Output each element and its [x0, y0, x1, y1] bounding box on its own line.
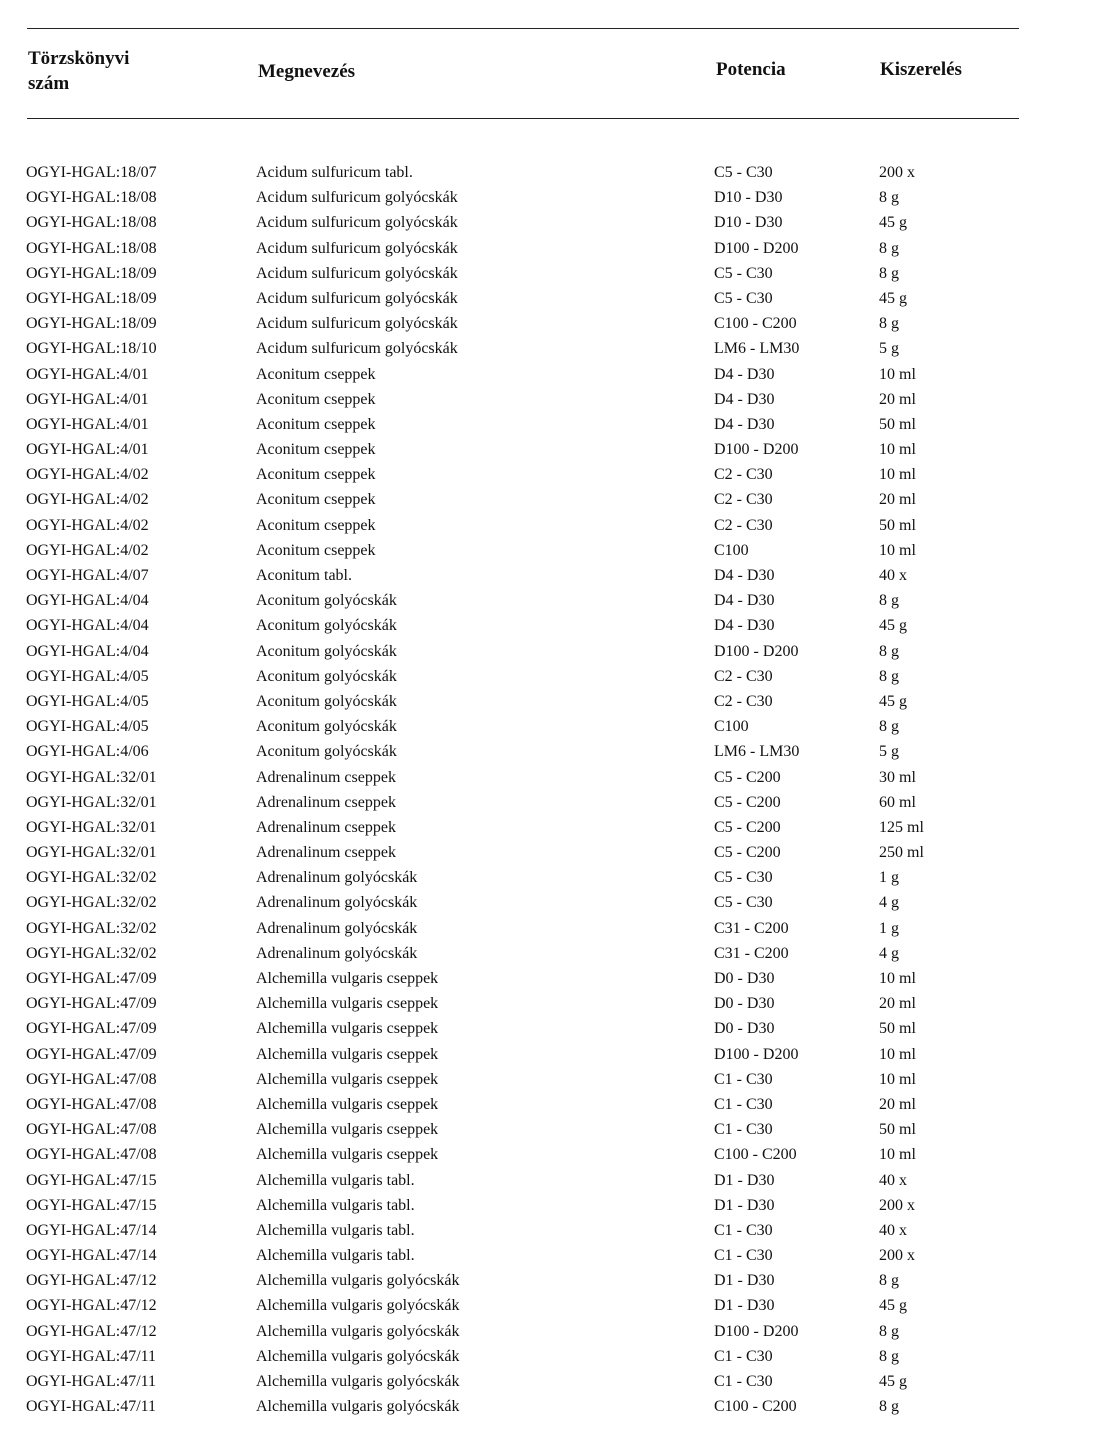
product-name-cell: Aconitum cseppek: [256, 390, 376, 408]
registration-number-cell: OGYI-HGAL:4/05: [26, 667, 149, 685]
product-name-cell: Acidum sulfuricum tabl.: [256, 164, 413, 181]
product-name-cell: Alchemilla vulgaris cseppek: [256, 1095, 439, 1113]
product-name-cell: Aconitum golyócskák: [256, 592, 397, 610]
packaging-cell: 8 g: [879, 239, 899, 257]
packaging-cell: 10 ml: [879, 441, 916, 459]
packaging-cell: 4 g: [879, 894, 899, 912]
packaging-cell: 50 ml: [879, 1020, 916, 1038]
product-name-cell: Aconitum golyócskák: [256, 617, 397, 635]
registration-number-cell: OGYI-HGAL:18/07: [26, 164, 157, 181]
table-row: [0, 1168, 1100, 1193]
column-header-registration-line2: szám: [28, 73, 70, 94]
potency-cell: C2 - C30: [714, 466, 773, 484]
potency-cell: C5 - C30: [714, 289, 773, 307]
column-header-packaging: Kiszerelés: [880, 59, 962, 80]
table-row: [0, 1369, 1100, 1394]
registration-number-cell: OGYI-HGAL:47/09: [26, 970, 157, 987]
table-row: [0, 815, 1100, 840]
table-row: [0, 538, 1100, 563]
registration-number-cell: OGYI-HGAL:32/01: [26, 844, 157, 862]
registration-number-cell: OGYI-HGAL:47/15: [26, 1171, 157, 1189]
potency-cell: D1 - D30: [714, 1297, 775, 1315]
packaging-cell: 20 ml: [879, 995, 916, 1013]
column-header-registration-number: [28, 46, 129, 96]
packaging-cell: 8 g: [879, 667, 899, 685]
product-name-cell: Adrenalinum golyócskák: [256, 869, 418, 887]
potency-cell: D4 - D30: [714, 415, 775, 433]
table-row: [0, 412, 1100, 437]
registration-number-cell: OGYI-HGAL:4/04: [26, 592, 149, 610]
table-row: [0, 336, 1100, 361]
product-name-cell: Acidum sulfuricum golyócskák: [256, 239, 458, 257]
product-name-cell: Acidum sulfuricum golyócskák: [256, 340, 458, 358]
table-row: [0, 714, 1100, 739]
registration-number-cell: OGYI-HGAL:4/02: [26, 516, 149, 534]
table-row: [0, 991, 1100, 1016]
registration-number-cell: OGYI-HGAL:32/01: [26, 793, 157, 811]
potency-cell: C5 - C200: [714, 844, 781, 862]
product-name-cell: Acidum sulfuricum golyócskák: [256, 264, 458, 282]
packaging-cell: 8 g: [879, 1322, 899, 1340]
product-name-cell: Adrenalinum golyócskák: [256, 894, 418, 912]
potency-cell: D100 - D200: [714, 1322, 799, 1340]
product-name-cell: Alchemilla vulgaris cseppek: [256, 1020, 439, 1038]
potency-cell: D1 - D30: [714, 1171, 775, 1189]
table-row: [0, 1142, 1100, 1167]
table-row: [0, 1268, 1100, 1293]
registration-number-cell: OGYI-HGAL:4/01: [26, 441, 149, 459]
potency-cell: D4 - D30: [714, 617, 775, 635]
product-name-cell: Alchemilla vulgaris cseppek: [256, 970, 439, 987]
registration-number-cell: OGYI-HGAL:32/02: [26, 869, 157, 887]
registration-number-cell: OGYI-HGAL:47/15: [26, 1196, 157, 1214]
packaging-cell: 10 ml: [879, 1146, 916, 1164]
table-row: [0, 563, 1100, 588]
registration-number-cell: OGYI-HGAL:47/08: [26, 1070, 157, 1088]
packaging-cell: 20 ml: [879, 491, 916, 509]
potency-cell: C100 - C200: [714, 1146, 797, 1164]
registration-number-cell: OGYI-HGAL:47/09: [26, 1045, 157, 1063]
table-row: [0, 362, 1100, 387]
registration-number-cell: OGYI-HGAL:4/05: [26, 718, 149, 736]
product-table: [0, 160, 1100, 1419]
column-header-potency: Potencia: [716, 59, 786, 80]
registration-number-cell: OGYI-HGAL:32/02: [26, 919, 157, 937]
table-row: [0, 236, 1100, 261]
product-name-cell: Alchemilla vulgaris tabl.: [256, 1171, 415, 1189]
potency-cell: C5 - C30: [714, 869, 773, 887]
packaging-cell: 8 g: [879, 315, 899, 333]
potency-cell: C1 - C30: [714, 1070, 773, 1088]
registration-number-cell: OGYI-HGAL:47/09: [26, 995, 157, 1013]
potency-cell: D100 - D200: [714, 642, 799, 660]
potency-cell: D100 - D200: [714, 239, 799, 257]
product-name-cell: Aconitum cseppek: [256, 365, 376, 383]
packaging-cell: 8 g: [879, 1398, 899, 1416]
registration-number-cell: OGYI-HGAL:4/02: [26, 541, 149, 559]
product-name-cell: Alchemilla vulgaris tabl.: [256, 1196, 415, 1214]
potency-cell: C100 - C200: [714, 1398, 797, 1416]
product-name-cell: Adrenalinum golyócskák: [256, 944, 418, 962]
packaging-cell: 30 ml: [879, 768, 916, 786]
registration-number-cell: OGYI-HGAL:4/01: [26, 415, 149, 433]
product-name-cell: Alchemilla vulgaris golyócskák: [256, 1347, 460, 1365]
registration-number-cell: OGYI-HGAL:47/12: [26, 1297, 157, 1315]
table-row: [0, 1193, 1100, 1218]
product-name-cell: Aconitum golyócskák: [256, 743, 397, 761]
packaging-cell: 5 g: [879, 743, 899, 761]
product-name-cell: Alchemilla vulgaris golyócskák: [256, 1297, 460, 1315]
potency-cell: C5 - C200: [714, 768, 781, 786]
product-name-cell: Alchemilla vulgaris golyócskák: [256, 1322, 460, 1340]
potency-cell: C5 - C30: [714, 894, 773, 912]
packaging-cell: 50 ml: [879, 1121, 916, 1139]
table-row: [0, 941, 1100, 966]
packaging-cell: 20 ml: [879, 1095, 916, 1113]
potency-cell: C2 - C30: [714, 667, 773, 685]
registration-number-cell: OGYI-HGAL:32/02: [26, 944, 157, 962]
packaging-cell: 10 ml: [879, 466, 916, 484]
product-name-cell: Aconitum golyócskák: [256, 642, 397, 660]
product-name-cell: Aconitum golyócskák: [256, 718, 397, 736]
table-row: [0, 185, 1100, 210]
packaging-cell: 10 ml: [879, 1045, 916, 1063]
packaging-cell: 45 g: [879, 289, 907, 307]
packaging-cell: 8 g: [879, 189, 899, 207]
table-row: [0, 311, 1100, 336]
table-row: [0, 160, 1100, 185]
potency-cell: D100 - D200: [714, 1045, 799, 1063]
table-row: [0, 1016, 1100, 1041]
packaging-cell: 45 g: [879, 214, 907, 232]
potency-cell: C31 - C200: [714, 944, 789, 962]
product-name-cell: Adrenalinum cseppek: [256, 768, 396, 786]
product-name-cell: Alchemilla vulgaris golyócskák: [256, 1373, 460, 1390]
packaging-cell: 50 ml: [879, 415, 916, 433]
registration-number-cell: OGYI-HGAL:18/08: [26, 239, 157, 257]
table-row: [0, 1067, 1100, 1092]
product-name-cell: Acidum sulfuricum golyócskák: [256, 189, 458, 207]
product-name-cell: Aconitum cseppek: [256, 466, 376, 484]
registration-number-cell: OGYI-HGAL:18/09: [26, 315, 157, 333]
product-name-cell: Aconitum golyócskák: [256, 667, 397, 685]
potency-cell: C1 - C30: [714, 1247, 773, 1265]
potency-cell: C2 - C30: [714, 692, 773, 710]
registration-number-cell: OGYI-HGAL:18/09: [26, 289, 157, 307]
potency-cell: D4 - D30: [714, 567, 775, 584]
registration-number-cell: OGYI-HGAL:4/05: [26, 692, 149, 710]
potency-cell: C1 - C30: [714, 1221, 773, 1239]
packaging-cell: 10 ml: [879, 1070, 916, 1088]
registration-number-cell: OGYI-HGAL:47/08: [26, 1121, 157, 1139]
potency-cell: D1 - D30: [714, 1196, 775, 1214]
registration-number-cell: OGYI-HGAL:4/01: [26, 390, 149, 408]
table-row: [0, 739, 1100, 764]
potency-cell: D0 - D30: [714, 970, 775, 987]
table-row: [0, 462, 1100, 487]
product-name-cell: Adrenalinum cseppek: [256, 793, 396, 811]
packaging-cell: 20 ml: [879, 390, 916, 408]
potency-cell: D4 - D30: [714, 390, 775, 408]
potency-cell: C1 - C30: [714, 1347, 773, 1365]
table-row: [0, 1319, 1100, 1344]
product-name-cell: Alchemilla vulgaris cseppek: [256, 1070, 439, 1088]
potency-cell: D4 - D30: [714, 592, 775, 610]
packaging-cell: 8 g: [879, 718, 899, 736]
product-name-cell: Alchemilla vulgaris cseppek: [256, 1045, 439, 1063]
table-row: [0, 664, 1100, 689]
product-name-cell: Aconitum cseppek: [256, 415, 376, 433]
product-name-cell: Acidum sulfuricum golyócskák: [256, 289, 458, 307]
packaging-cell: 45 g: [879, 1297, 907, 1315]
potency-cell: LM6 - LM30: [714, 340, 800, 358]
product-name-cell: Alchemilla vulgaris golyócskák: [256, 1398, 460, 1416]
packaging-cell: 45 g: [879, 617, 907, 635]
registration-number-cell: OGYI-HGAL:4/06: [26, 743, 149, 761]
packaging-cell: 40 x: [879, 1171, 907, 1189]
registration-number-cell: OGYI-HGAL:4/04: [26, 617, 149, 635]
potency-cell: D10 - D30: [714, 189, 783, 207]
registration-number-cell: OGYI-HGAL:47/11: [26, 1373, 157, 1390]
product-name-cell: Adrenalinum golyócskák: [256, 919, 418, 937]
potency-cell: C2 - C30: [714, 491, 773, 509]
product-name-cell: Aconitum cseppek: [256, 541, 376, 559]
potency-cell: C31 - C200: [714, 919, 789, 937]
registration-number-cell: OGYI-HGAL:4/07: [26, 567, 149, 584]
potency-cell: C5 - C30: [714, 164, 773, 181]
product-name-cell: Aconitum cseppek: [256, 516, 376, 534]
packaging-cell: 4 g: [879, 944, 899, 962]
packaging-cell: 8 g: [879, 592, 899, 610]
packaging-cell: 45 g: [879, 1373, 907, 1390]
registration-number-cell: OGYI-HGAL:47/11: [26, 1347, 157, 1365]
table-row: [0, 387, 1100, 412]
packaging-cell: 1 g: [879, 869, 899, 887]
table-row: [0, 1243, 1100, 1268]
registration-number-cell: OGYI-HGAL:18/08: [26, 189, 157, 207]
table-row: [0, 261, 1100, 286]
product-name-cell: Aconitum cseppek: [256, 491, 376, 509]
table-row: [0, 487, 1100, 512]
potency-cell: C5 - C200: [714, 818, 781, 836]
registration-number-cell: OGYI-HGAL:4/02: [26, 466, 149, 484]
table-row: [0, 1293, 1100, 1318]
registration-number-cell: OGYI-HGAL:4/04: [26, 642, 149, 660]
potency-cell: D0 - D30: [714, 1020, 775, 1038]
registration-number-cell: OGYI-HGAL:18/10: [26, 340, 157, 358]
registration-number-cell: OGYI-HGAL:47/08: [26, 1095, 157, 1113]
potency-cell: D0 - D30: [714, 995, 775, 1013]
packaging-cell: 10 ml: [879, 541, 916, 559]
registration-number-cell: OGYI-HGAL:47/12: [26, 1322, 157, 1340]
packaging-cell: 200 x: [879, 1196, 915, 1214]
registration-number-cell: OGYI-HGAL:47/12: [26, 1272, 157, 1290]
table-row: [0, 689, 1100, 714]
table-row: [0, 765, 1100, 790]
potency-cell: C100 - C200: [714, 315, 797, 333]
table-row: [0, 639, 1100, 664]
packaging-cell: 40 x: [879, 1221, 907, 1239]
potency-cell: D1 - D30: [714, 1272, 775, 1290]
product-name-cell: Alchemilla vulgaris golyócskák: [256, 1272, 460, 1290]
table-row: [0, 1117, 1100, 1142]
product-name-cell: Acidum sulfuricum golyócskák: [256, 214, 458, 232]
table-row: [0, 916, 1100, 941]
product-name-cell: Aconitum golyócskák: [256, 692, 397, 710]
header-bottom-rule: [27, 118, 1019, 119]
product-name-cell: Aconitum tabl.: [256, 567, 352, 584]
packaging-cell: 8 g: [879, 642, 899, 660]
product-name-cell: Alchemilla vulgaris tabl.: [256, 1221, 415, 1239]
product-name-cell: Acidum sulfuricum golyócskák: [256, 315, 458, 333]
potency-cell: D4 - D30: [714, 365, 775, 383]
table-row: [0, 890, 1100, 915]
packaging-cell: 125 ml: [879, 818, 924, 836]
packaging-cell: 8 g: [879, 264, 899, 282]
packaging-cell: 10 ml: [879, 970, 916, 987]
table-row: [0, 790, 1100, 815]
registration-number-cell: OGYI-HGAL:47/11: [26, 1398, 157, 1416]
product-name-cell: Adrenalinum cseppek: [256, 818, 396, 836]
registration-number-cell: OGYI-HGAL:47/08: [26, 1146, 157, 1164]
table-row: [0, 513, 1100, 538]
registration-number-cell: OGYI-HGAL:32/01: [26, 818, 157, 836]
table-row: [0, 613, 1100, 638]
table-row: [0, 437, 1100, 462]
packaging-cell: 5 g: [879, 340, 899, 358]
product-name-cell: Adrenalinum cseppek: [256, 844, 396, 862]
potency-cell: C2 - C30: [714, 516, 773, 534]
packaging-cell: 200 x: [879, 1247, 915, 1265]
packaging-cell: 8 g: [879, 1272, 899, 1290]
registration-number-cell: OGYI-HGAL:18/08: [26, 214, 157, 232]
potency-cell: C100: [714, 718, 749, 736]
potency-cell: D100 - D200: [714, 441, 799, 459]
registration-number-cell: OGYI-HGAL:4/01: [26, 365, 149, 383]
packaging-cell: 8 g: [879, 1347, 899, 1365]
product-name-cell: Alchemilla vulgaris cseppek: [256, 995, 439, 1013]
column-header-registration-line1: Törzskönyvi: [28, 48, 130, 69]
table-row: [0, 1042, 1100, 1067]
potency-cell: C5 - C200: [714, 793, 781, 811]
registration-number-cell: OGYI-HGAL:18/09: [26, 264, 157, 282]
packaging-cell: 1 g: [879, 919, 899, 937]
product-name-cell: Alchemilla vulgaris tabl.: [256, 1247, 415, 1265]
table-row: [0, 1092, 1100, 1117]
table-row: [0, 865, 1100, 890]
packaging-cell: 200 x: [879, 164, 915, 181]
potency-cell: C5 - C30: [714, 264, 773, 282]
potency-cell: C1 - C30: [714, 1095, 773, 1113]
packaging-cell: 40 x: [879, 567, 907, 584]
table-row: [0, 1394, 1100, 1419]
potency-cell: C1 - C30: [714, 1121, 773, 1139]
packaging-cell: 45 g: [879, 692, 907, 710]
table-row: [0, 286, 1100, 311]
product-name-cell: Aconitum cseppek: [256, 441, 376, 459]
column-header-name: Megnevezés: [258, 61, 356, 82]
packaging-cell: 60 ml: [879, 793, 916, 811]
registration-number-cell: OGYI-HGAL:32/01: [26, 768, 157, 786]
table-row: [0, 1218, 1100, 1243]
registration-number-cell: OGYI-HGAL:4/02: [26, 491, 149, 509]
table-row: [0, 840, 1100, 865]
table-row: [0, 588, 1100, 613]
packaging-cell: 250 ml: [879, 844, 924, 862]
table-row: [0, 210, 1100, 235]
packaging-cell: 50 ml: [879, 516, 916, 534]
table-row: [0, 1344, 1100, 1369]
registration-number-cell: OGYI-HGAL:47/14: [26, 1221, 157, 1239]
potency-cell: C100: [714, 541, 749, 559]
packaging-cell: 10 ml: [879, 365, 916, 383]
header-top-rule: [27, 28, 1019, 29]
table-row: [0, 966, 1100, 991]
product-name-cell: Alchemilla vulgaris cseppek: [256, 1121, 439, 1139]
registration-number-cell: OGYI-HGAL:32/02: [26, 894, 157, 912]
product-name-cell: Alchemilla vulgaris cseppek: [256, 1146, 439, 1164]
registration-number-cell: OGYI-HGAL:47/09: [26, 1020, 157, 1038]
registration-number-cell: OGYI-HGAL:47/14: [26, 1247, 157, 1265]
potency-cell: D10 - D30: [714, 214, 783, 232]
potency-cell: C1 - C30: [714, 1373, 773, 1390]
potency-cell: LM6 - LM30: [714, 743, 800, 761]
